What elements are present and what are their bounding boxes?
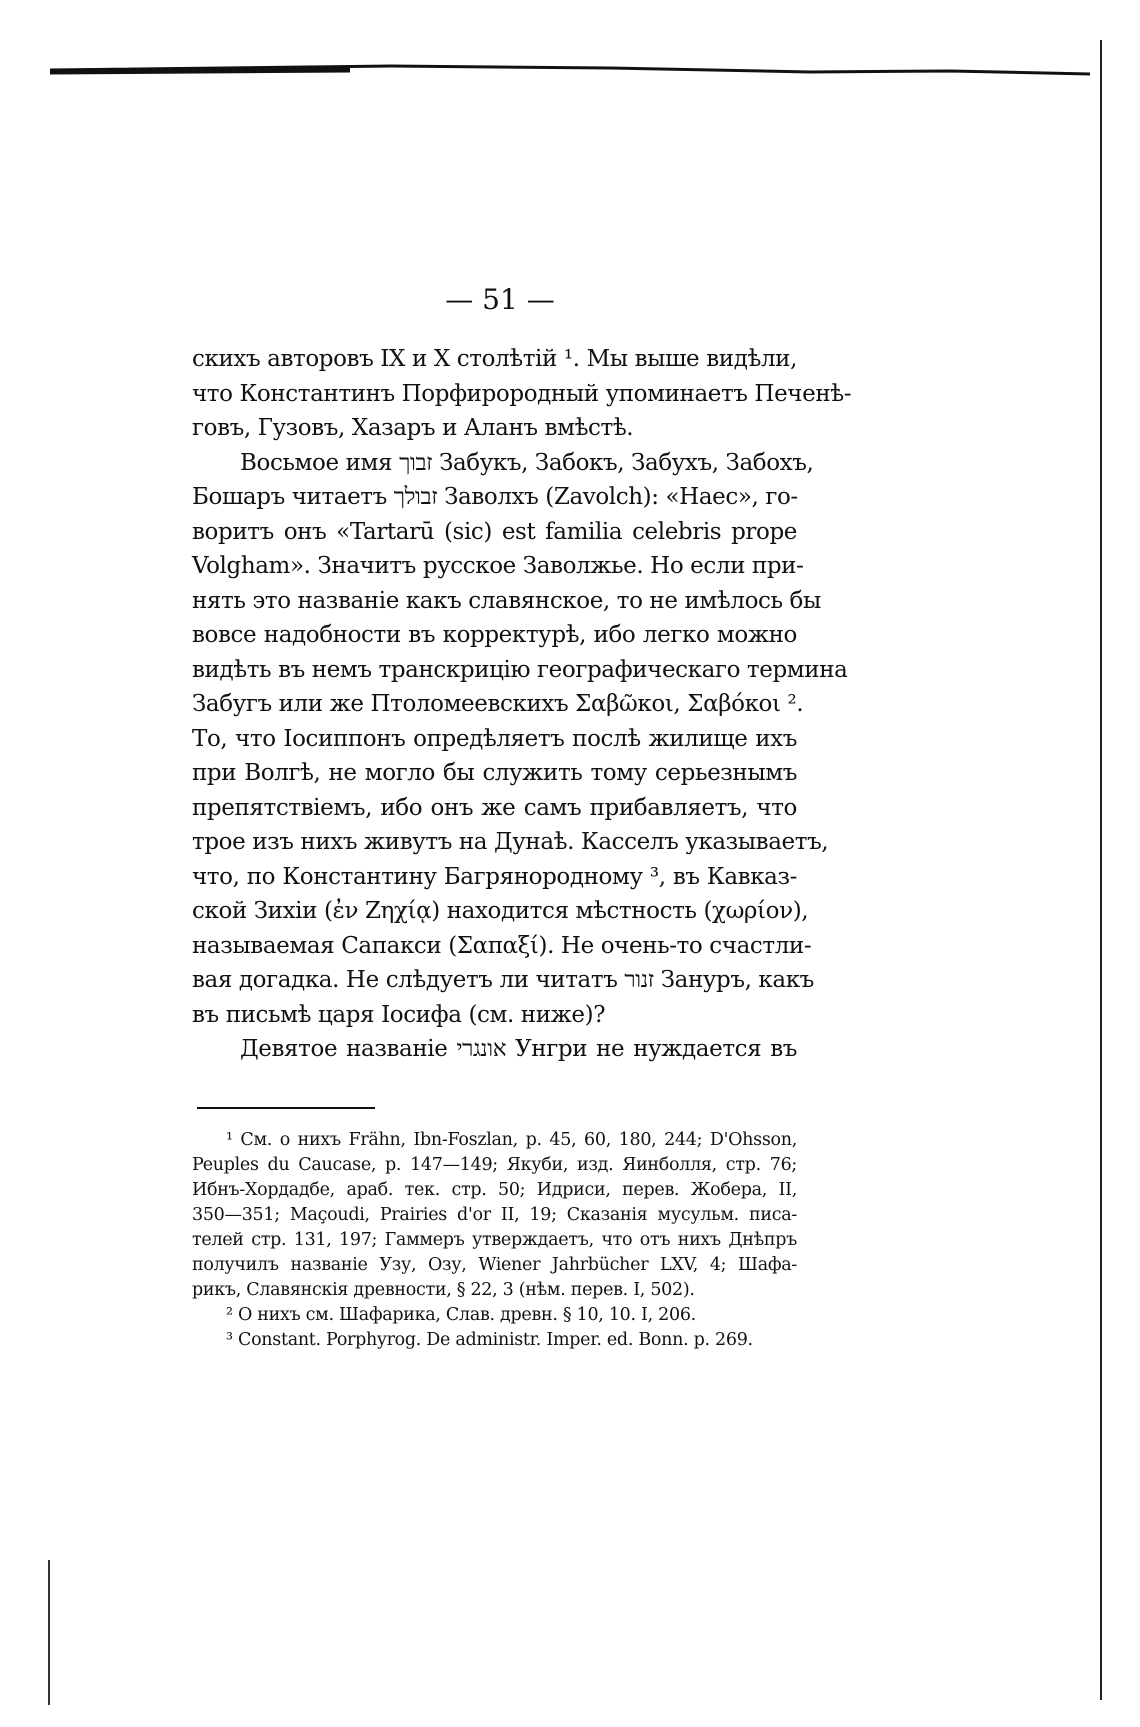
footnotes bbox=[192, 1128, 797, 1353]
footnote-line: 350—351; Maçoudi, Prairies d'or II, 19; Сказанія мусульм. писа- bbox=[192, 1205, 797, 1225]
body-line: видѣть въ немъ транскрицію географическаго термина bbox=[192, 656, 848, 683]
footnote-divider bbox=[197, 1107, 375, 1109]
page-number: — 51 — bbox=[445, 283, 555, 316]
footnote-line: рикъ, Славянскія древности, § 22, 3 (нѣм. перев. I, 502). bbox=[192, 1280, 695, 1300]
body-line: трое изъ нихъ живутъ на Дунаѣ. Касселъ указываетъ, bbox=[192, 829, 829, 855]
scan-edge-right bbox=[1100, 40, 1102, 1700]
body-line: что Константинъ Порфирородный упоминаетъ Печенѣ- bbox=[192, 380, 852, 407]
footnote-line: ³ Constant. Porphyrog. De administr. Imper. ed. Bonn. p. 269. bbox=[226, 1330, 753, 1350]
body-line: ской Зихіи (ἐν Ζηχίᾳ) находится мѣстность (χωρίον), bbox=[192, 898, 809, 924]
body-line: говъ, Гузовъ, Хазаръ и Аланъ вмѣстѣ. bbox=[192, 415, 634, 441]
body-line: скихъ авторовъ IX и X столѣтій ¹. Мы выше видѣли, bbox=[192, 346, 797, 372]
body-line: Забугъ или же Птоломеевскихъ Σαβῶκοι, Σαβόκοι ². bbox=[192, 691, 804, 717]
footnote-line: ¹ См. о нихъ Frähn, Ibn-Foszlan, p. 45, 60, 180, 244; D'Ohsson, bbox=[226, 1130, 797, 1150]
body-line: То, что Іосиппонъ опредѣляетъ послѣ жилище ихъ bbox=[192, 725, 797, 752]
footnote-line: получилъ названіе Узу, Озу, Wiener Jahrbücher LXV, 4; Шафа- bbox=[192, 1255, 797, 1275]
footnote-line: ² О нихъ см. Шафарика, Слав. древн. § 10, 10. I, 206. bbox=[226, 1305, 696, 1325]
body-line: препятствіемъ, ибо онъ же самъ прибавляетъ, что bbox=[192, 794, 797, 821]
body-line: нять это названіе какъ славянское, то не имѣлось бы bbox=[192, 587, 821, 614]
footnote-line: телей стр. 131, 197; Гаммеръ утверждаетъ, что отъ нихъ Днѣпръ bbox=[192, 1230, 797, 1250]
scan-edge-top bbox=[50, 62, 1090, 76]
body-line: называемая Сапакси (Σαπαξί). Не очень-то счастли- bbox=[192, 932, 812, 959]
footnote-line: Ибнъ-Хордадбе, араб. тек. стр. 50; Идриси, перев. Жобера, II, bbox=[192, 1180, 797, 1200]
body-line: Volgham». Значитъ русское Заволжье. Но если при- bbox=[192, 553, 804, 579]
body-line: что, по Константину Багрянородному ³, въ Кавказ- bbox=[192, 863, 797, 890]
body-line: вая догадка. Не слѣдуетъ ли читатъ זנור Зануръ, какъ bbox=[192, 967, 814, 993]
body-line: Восьмое имя זבוך Забукъ, Забокъ, Забухъ, Забохъ, bbox=[240, 449, 814, 476]
scan-edge-left bbox=[48, 1560, 50, 1705]
body-line: въ письмѣ царя Іосифа (см. ниже)? bbox=[192, 1001, 606, 1028]
footnote-line: Peuples du Caucase, p. 147—149; Якуби, изд. Яинболля, стр. 76; bbox=[192, 1155, 797, 1175]
main-text bbox=[192, 342, 852, 1067]
body-line: Бошаръ читаетъ זבולך Заволхъ (Zavolch): «Haec», го- bbox=[192, 484, 798, 510]
body-line: воритъ онъ «Tartarū (sic) est familia celebris prope bbox=[192, 518, 797, 545]
body-line: при Волгѣ, не могло бы служить тому серьезнымъ bbox=[192, 760, 797, 786]
body-line: Девятое названіе אונגרי Унгри не нуждается въ bbox=[240, 1036, 797, 1062]
body-line: вовсе надобности въ корректурѣ, ибо легко можно bbox=[192, 622, 797, 648]
